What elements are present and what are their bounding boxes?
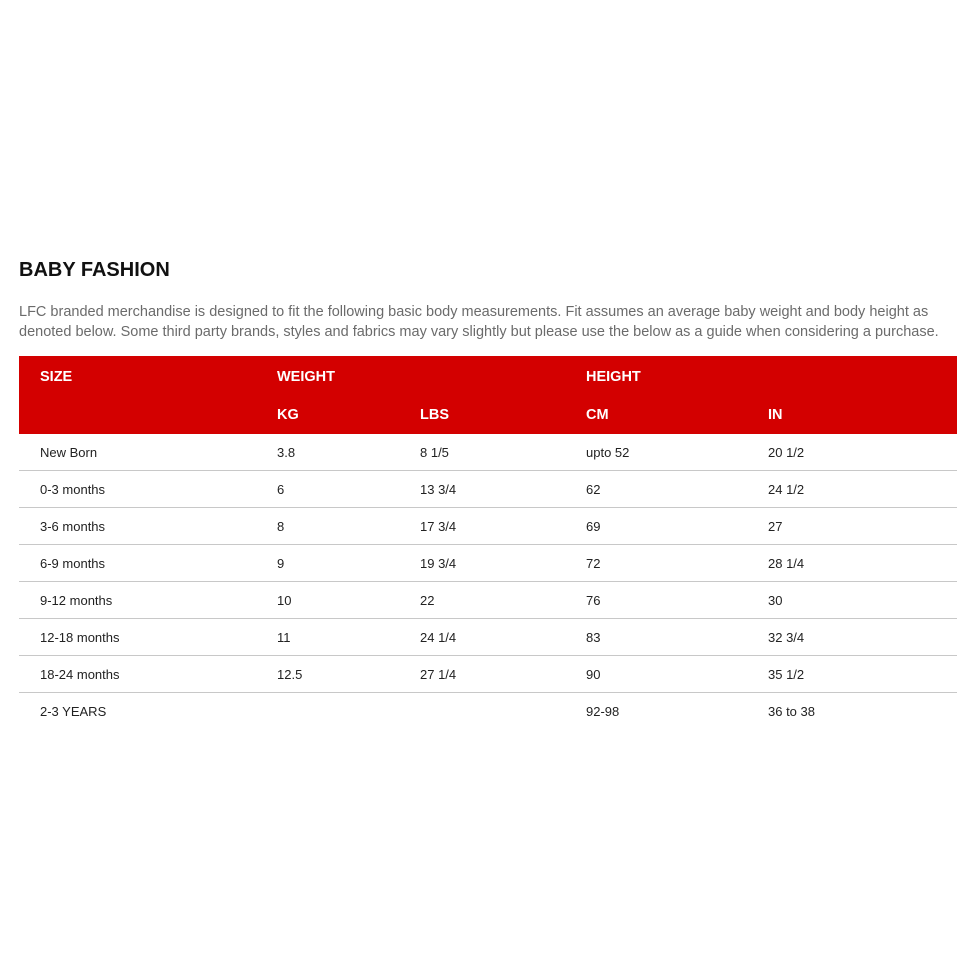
header-weight: WEIGHT bbox=[277, 369, 335, 385]
table-row bbox=[19, 693, 957, 730]
page-title: BABY FASHION bbox=[19, 259, 170, 281]
cell-lbs: 22 bbox=[420, 582, 586, 619]
cell-size: 12-18 months bbox=[19, 619, 277, 656]
cell-lbs: 27 1/4 bbox=[420, 656, 586, 693]
table-row bbox=[19, 434, 957, 471]
cell-cm: 76 bbox=[586, 582, 768, 619]
cell-size: 2-3 YEARS bbox=[40, 703, 107, 719]
cell-kg: 3.8 bbox=[277, 434, 420, 471]
header-row-units bbox=[19, 396, 957, 434]
cell-cm: upto 52 bbox=[586, 434, 768, 471]
size-table-header bbox=[19, 356, 957, 434]
cell-size: 0-3 months bbox=[19, 471, 277, 508]
cell-kg: 6 bbox=[277, 471, 420, 508]
cell-size: New Born bbox=[19, 434, 277, 471]
table-row bbox=[19, 545, 957, 582]
cell-lbs: 8 1/5 bbox=[420, 434, 586, 471]
cell-in: 36 to 38 bbox=[768, 703, 815, 719]
cell-in: 35 1/2 bbox=[768, 656, 957, 693]
header-height: HEIGHT bbox=[586, 369, 641, 385]
cell-cm: 90 bbox=[586, 656, 768, 693]
table-row bbox=[19, 582, 957, 619]
table-row bbox=[19, 656, 957, 693]
cell-size: 9-12 months bbox=[19, 582, 277, 619]
cell-lbs bbox=[420, 693, 586, 730]
header-in: IN bbox=[768, 407, 783, 423]
table-row bbox=[19, 508, 957, 545]
cell-in: 20 1/2 bbox=[768, 434, 957, 471]
cell-size: 3-6 months bbox=[19, 508, 277, 545]
cell-size: 6-9 months bbox=[19, 545, 277, 582]
cell-in: 28 1/4 bbox=[768, 545, 957, 582]
cell-kg: 10 bbox=[277, 582, 420, 619]
cell-kg: 11 bbox=[277, 619, 420, 656]
header-cm: CM bbox=[586, 407, 609, 423]
cell-kg: 9 bbox=[277, 545, 420, 582]
cell-in: 27 bbox=[768, 508, 957, 545]
size-guide-section bbox=[19, 256, 957, 729]
table-row bbox=[19, 471, 957, 508]
header-kg: KG bbox=[277, 407, 299, 423]
cell-cm: 92-98 bbox=[586, 703, 620, 719]
cell-lbs: 13 3/4 bbox=[420, 471, 586, 508]
cell-lbs: 19 3/4 bbox=[420, 545, 586, 582]
intro-text bbox=[19, 302, 957, 342]
table-row bbox=[19, 619, 957, 656]
cell-cm: 69 bbox=[586, 508, 768, 545]
cell-lbs: 17 3/4 bbox=[420, 508, 586, 545]
size-table-body bbox=[19, 434, 957, 729]
cell-kg: 8 bbox=[277, 508, 420, 545]
cell-kg bbox=[277, 693, 420, 730]
cell-cm: 83 bbox=[586, 619, 768, 656]
cell-in: 30 bbox=[768, 582, 957, 619]
cell-in: 24 1/2 bbox=[768, 471, 957, 508]
header-row-groups bbox=[19, 356, 957, 396]
cell-in: 32 3/4 bbox=[768, 619, 957, 656]
header-size-blank bbox=[19, 396, 277, 434]
intro-line-2: denoted below. Some third party brands, styles and fabrics may vary slightly but please use the below as a guide when considering a purchase. bbox=[19, 324, 939, 340]
size-table bbox=[19, 356, 957, 729]
cell-cm: 72 bbox=[586, 545, 768, 582]
cell-cm: 62 bbox=[586, 471, 768, 508]
cell-kg: 12.5 bbox=[277, 656, 420, 693]
header-lbs: LBS bbox=[420, 407, 449, 423]
cell-lbs: 24 1/4 bbox=[420, 619, 586, 656]
header-size: SIZE bbox=[40, 369, 73, 385]
intro-line-1: LFC branded merchandise is designed to fit the following basic body measurements. Fit assumes an average baby weight and body height as bbox=[19, 304, 929, 320]
cell-size: 18-24 months bbox=[19, 656, 277, 693]
